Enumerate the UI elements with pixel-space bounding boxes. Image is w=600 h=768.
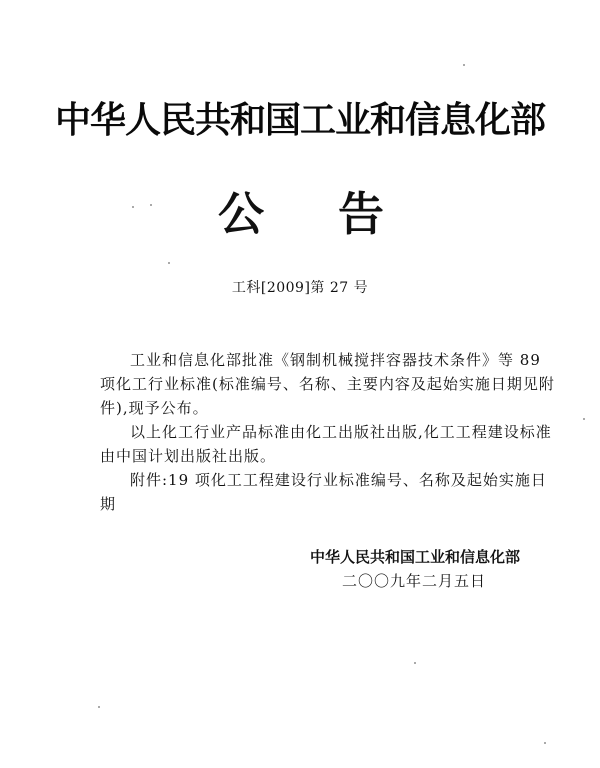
scan-speck — [414, 662, 416, 664]
ministry-title: 中华人民共和国工业和信息化部 — [54, 100, 545, 141]
scan-speck — [544, 742, 546, 744]
attachment-line: 附件:19 项化工工程建设行业标准编号、名称及起始实施日期 — [100, 471, 547, 513]
body-paragraph: 工业和信息化部批准《钢制机械搅拌容器技术条件》等 89 项化工行业标准(标准编号、名称、主要内容及起始实施日期见附件),现予公布。 — [100, 351, 555, 417]
scan-speck — [463, 64, 465, 66]
issuer-signature: 中华人民共和国工业和信息化部 — [309, 548, 520, 566]
scan-speck — [583, 418, 585, 420]
issue-date: 二〇〇九年二月五日 — [341, 572, 486, 590]
scan-speck — [168, 262, 170, 264]
announcement-heading — [0, 178, 600, 241]
scan-speck — [98, 706, 100, 708]
document-number: 工科[2009]第 27 号 — [231, 280, 369, 296]
announcement-char-1: 公 — [218, 187, 264, 241]
scan-speck — [150, 204, 152, 206]
scan-speck — [132, 206, 134, 208]
announcement-body — [100, 348, 560, 516]
announcement-char-2: 告 — [338, 187, 384, 241]
body-paragraph: 以上化工行业产品标准由化工出版社出版,化工工程建设标准由中国计划出版社出版。 — [100, 423, 552, 465]
